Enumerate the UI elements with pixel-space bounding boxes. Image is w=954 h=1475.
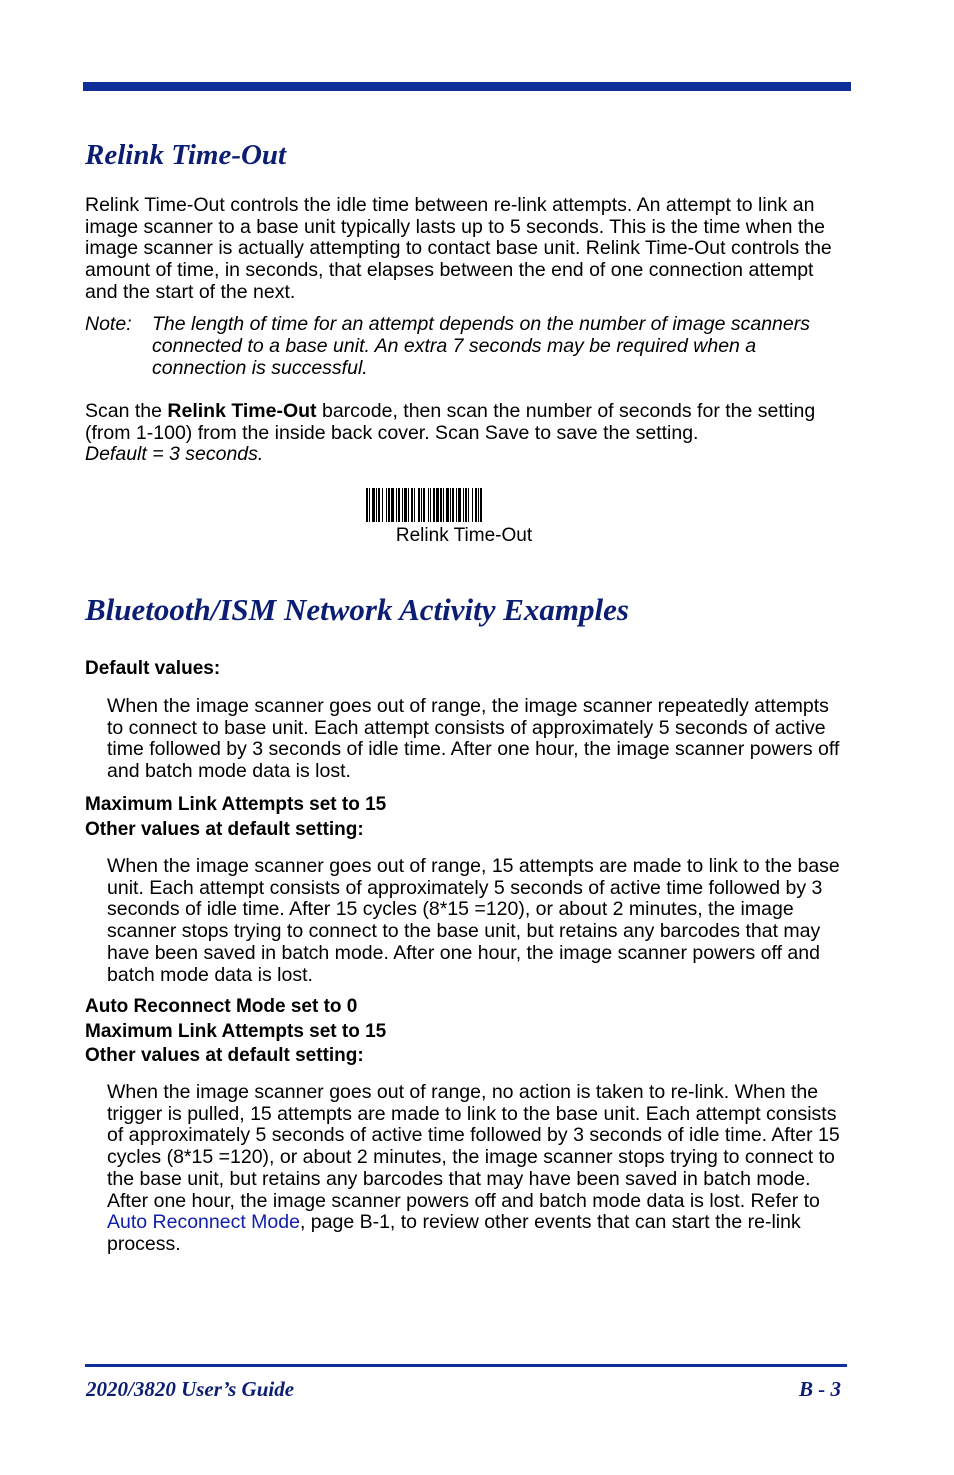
barcode-bar: [468, 488, 469, 522]
barcode-bar: [378, 488, 380, 522]
barcode-bar: [414, 488, 415, 522]
note-label: Note:: [85, 313, 132, 335]
barcode-bar: [450, 488, 451, 522]
relink-barcode[interactable]: [366, 488, 562, 546]
auto-reconnect-heading-line3: Other values at default setting:: [85, 1045, 364, 1066]
barcode-bar: [475, 488, 477, 522]
barcode-bar: [408, 488, 409, 522]
header-rule: [83, 82, 851, 91]
max-link-heading-line2: Other values at default setting:: [85, 818, 364, 840]
barcode-bar: [404, 488, 407, 522]
scan-instructions: [85, 401, 845, 466]
barcode-bar: [366, 488, 368, 522]
auto-reconnect-link[interactable]: Auto Reconnect Mode: [107, 1211, 300, 1234]
barcode-bar: [458, 488, 461, 522]
note-block: [85, 313, 845, 379]
footer-page-number: B - 3: [799, 1377, 841, 1401]
barcode-bar: [443, 488, 444, 522]
barcode-bar: [421, 488, 422, 522]
barcode-bar: [423, 488, 425, 522]
barcode-bar: [440, 488, 442, 522]
barcode-bar: [396, 488, 397, 522]
scan-bold: Relink Time-Out: [167, 400, 317, 422]
barcode-image: [366, 488, 562, 522]
default-value: Default = 3 seconds.: [85, 443, 264, 466]
footer-guide-title: 2020/3820 User’s Guide: [86, 1377, 295, 1401]
barcode-bar: [376, 488, 377, 522]
auto-reconnect-body: [107, 1082, 845, 1256]
barcode-bar: [386, 488, 387, 522]
max-link-heading-line1: Maximum Link Attempts set to 15: [85, 794, 387, 815]
scan-post: barcode, then scan the number of seconds for the setting (from 1-100) from the inside back cover. Scan Save to save the setting.: [85, 400, 816, 444]
default-values-body: When the image scanner goes out of range, the image scanner repeatedly attempts to connect to base unit. Each attempt consists of approximately 5 seconds of active time followed by 3 seconds of idle time. After one hour, the image scanner powers off and batch mode data is lost.: [107, 695, 840, 783]
barcode-bar: [465, 488, 467, 522]
default-values-heading: Default values:: [85, 658, 221, 679]
barcode-bar: [463, 488, 464, 522]
auto-reconnect-heading-line1: Auto Reconnect Mode set to 0: [85, 996, 358, 1017]
barcode-bar: [402, 488, 403, 522]
auto-reconnect-heading-line2: Maximum Link Attempts set to 15: [85, 1020, 387, 1042]
auto-body-post: , page B-1, to review other events that can start the re-link process.: [107, 1211, 801, 1255]
section-title-examples: Bluetooth/ISM Network Activity Examples: [85, 592, 629, 627]
barcode-bar: [456, 488, 457, 522]
barcode-bar: [388, 488, 390, 522]
max-link-body: When the image scanner goes out of range, 15 attempts are made to link to the base unit. Each attempt consists of approximately 5 seconds of active time followed by 3 seconds of idle time. After 15 cycles (8*15 =120), or about 2 minutes, the image scanner stops trying to connect to the base unit, but retains any barcodes that may have been saved in batch mode. After one hour, the image scanner powers off and batch mode data is lost.: [107, 855, 840, 986]
barcode-bar: [433, 488, 435, 522]
barcode-bar: [430, 488, 431, 522]
note-text: The length of time for an attempt depends on the number of image scanners connected to a base unit. An extra 7 seconds may be required when a connection is successful.: [152, 313, 810, 379]
barcode-bar: [478, 488, 479, 522]
barcode-bar: [480, 488, 482, 522]
barcode-bar: [372, 488, 375, 522]
barcode-bar: [369, 488, 370, 522]
auto-body-pre: When the image scanner goes out of range, no action is taken to re-link. When the trigger is pulled, 15 attempts are made to link to the base unit. Each attempt consists of approximately 5 seconds of active time followed by 3 seconds of idle time. After 15 cycles (8*15 =120), or about 2 minutes, the image scanner stops trying to connect to the base unit, but retains any barcodes that may have been saved in batch mode. After one hour, the image scanner powers off and batch mode data is lost. Refer to: [107, 1081, 840, 1212]
auto-reconnect-heading: [85, 995, 386, 1069]
scan-pre: Scan the: [85, 400, 168, 422]
barcode-bar: [428, 488, 429, 522]
barcode-bar: [452, 488, 454, 522]
relink-description: Relink Time-Out controls the idle time between re-link attempts. An attempt to link an image scanner to a base unit typically lasts up to 5 seconds. This is the time when the image scanner is actually attempting to contact base unit. Relink Time-Out controls the amount of time, in seconds, that elapses between the end of one connection attempt and the start of the next.: [85, 194, 832, 303]
max-link-heading: [85, 793, 386, 842]
barcode-bar: [418, 488, 420, 522]
barcode-bar: [391, 488, 394, 522]
barcode-bar: [472, 488, 473, 522]
section-title-relink: Relink Time-Out: [85, 139, 287, 171]
barcode-bar: [436, 488, 439, 522]
barcode-bar: [446, 488, 449, 522]
footer-rule: [85, 1364, 847, 1367]
barcode-bar: [382, 488, 383, 522]
barcode-label: Relink Time-Out: [395, 525, 533, 546]
barcode-bar: [398, 488, 400, 522]
barcode-bar: [411, 488, 413, 522]
